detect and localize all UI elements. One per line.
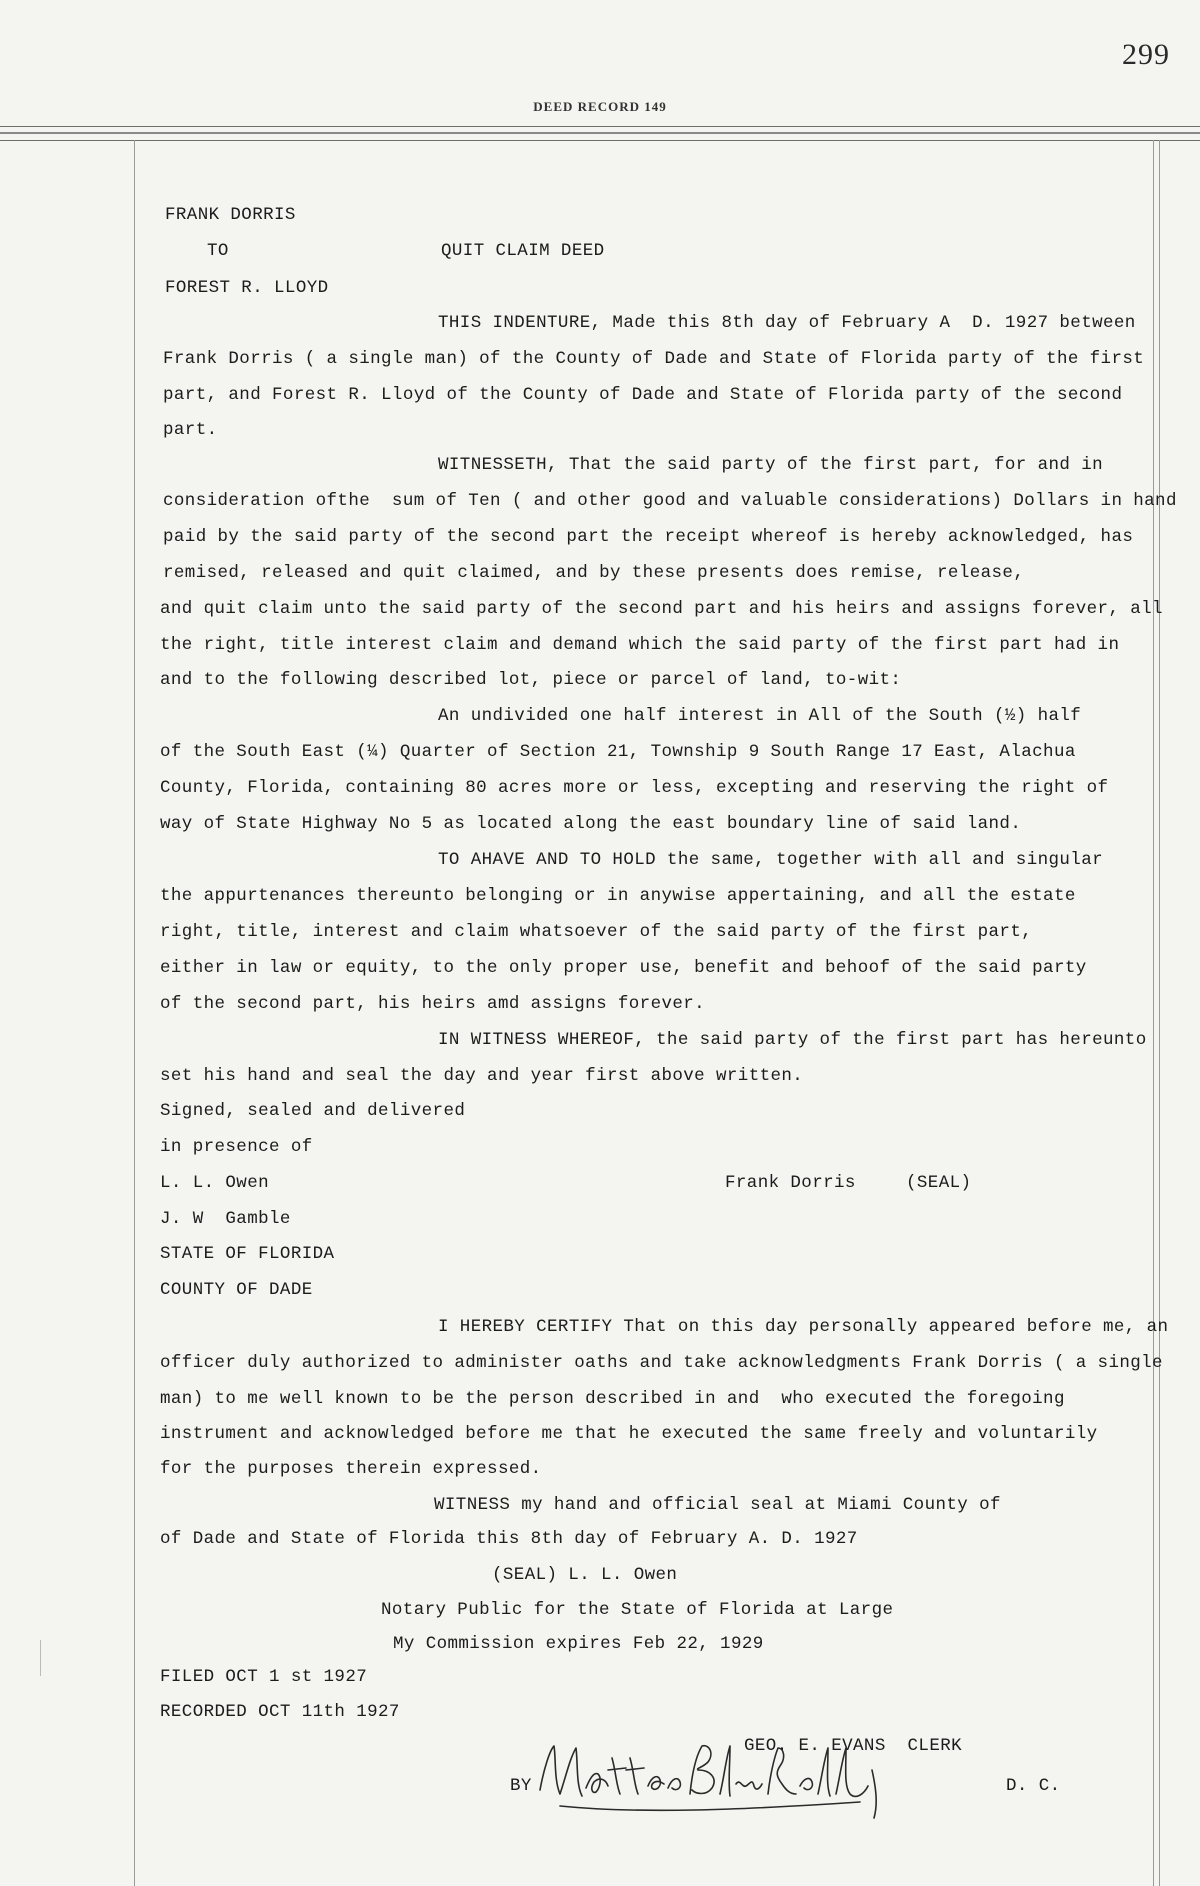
grantor-name: FRANK DORRIS (165, 205, 296, 225)
body-line: part, and Forest R. Lloyd of the County of Dade and State of Florida party of the second (163, 385, 1123, 405)
ledger-title: DEED RECORD 149 (533, 99, 667, 114)
right-margin-rule (1159, 140, 1160, 1886)
body-line: the right, title interest claim and demand which the said party of the first part had in (160, 635, 1120, 655)
body-line: IN WITNESS WHEREOF, the said party of the first part has hereunto (438, 1030, 1147, 1050)
body-line: right, title, interest and claim whatsoever of the said party of the first part, (160, 922, 1033, 942)
deed-type: QUIT CLAIM DEED (441, 241, 605, 261)
body-line: officer duly authorized to administer oaths and take acknowledgments Frank Dorris ( a single (160, 1353, 1163, 1373)
left-margin-rule (134, 140, 135, 1886)
margin-mark (40, 1640, 41, 1676)
signed-sealed-line: Signed, sealed and delivered (160, 1101, 466, 1121)
body-line: either in law or equity, to the only proper use, benefit and behoof of the said party (160, 958, 1087, 978)
body-line: of Dade and State of Florida this 8th day of February A. D. 1927 (160, 1529, 858, 1549)
filed-date: FILED OCT 1 st 1927 (160, 1667, 368, 1687)
body-line: instrument and acknowledged before me that he executed the same freely and voluntarily (160, 1424, 1098, 1444)
handwritten-signature (530, 1728, 910, 1828)
body-line: TO AHAVE AND TO HOLD the same, together with all and singular (438, 850, 1104, 870)
notary-seal: (SEAL) L. L. Owen (492, 1565, 678, 1585)
deputy-clerk-label: D. C. (1006, 1776, 1061, 1796)
venue-state: STATE OF FLORIDA (160, 1244, 335, 1264)
header-rule (0, 140, 1200, 141)
header-rule (0, 132, 1200, 134)
body-line: set his hand and seal the day and year first above written. (160, 1066, 804, 1086)
notary-title: Notary Public for the State of Florida at Large (381, 1600, 894, 1620)
recorded-date: RECORDED OCT 11th 1927 (160, 1702, 400, 1722)
grantee-name: FOREST R. LLOYD (165, 278, 329, 298)
body-line: the appurtenances thereunto belonging or in anywise appertaining, and all the estate (160, 886, 1076, 906)
presence-line: in presence of (160, 1137, 313, 1157)
to-label: TO (207, 241, 229, 261)
body-line: paid by the said party of the second part the receipt whereof is hereby acknowledged, has (163, 527, 1134, 547)
body-line: Frank Dorris ( a single man) of the County of Dade and State of Florida party of the first (163, 349, 1145, 369)
right-margin-rule (1153, 140, 1154, 1886)
seal-mark: (SEAL) (906, 1173, 972, 1193)
body-line: of the South East (¼) Quarter of Section 21, Township 9 South Range 17 East, Alachua (160, 742, 1076, 762)
page-number: 299 (1122, 38, 1170, 71)
body-line: I HEREBY CERTIFY That on this day personally appeared before me, an (438, 1317, 1169, 1337)
body-line: and to the following described lot, piece or parcel of land, to-wit: (160, 670, 902, 690)
clerk-name: GEO. E. EVANS CLERK (744, 1736, 963, 1756)
body-line: consideration ofthe sum of Ten ( and other good and valuable considerations) Dollars in hand (163, 491, 1177, 511)
body-line: WITNESSETH, That the said party of the first part, for and in (438, 455, 1104, 475)
body-line: remised, released and quit claimed, and by these presents does remise, release, (163, 563, 1025, 583)
signer-name: Frank Dorris (725, 1173, 856, 1193)
venue-county: COUNTY OF DADE (160, 1280, 313, 1300)
body-line: part. (163, 420, 218, 440)
by-label: BY (510, 1776, 532, 1796)
body-line: of the second part, his heirs amd assigns forever. (160, 994, 706, 1014)
body-line: WITNESS my hand and official seal at Miami County of (434, 1495, 1001, 1515)
body-line: for the purposes therein expressed. (160, 1459, 542, 1479)
body-line: way of State Highway No 5 as located along the east boundary line of said land. (160, 814, 1022, 834)
header-rule (0, 126, 1200, 127)
body-line: County, Florida, containing 80 acres more or less, excepting and reserving the right of (160, 778, 1109, 798)
witness-name: L. L. Owen (160, 1173, 270, 1193)
body-line: An undivided one half interest in All of the South (½) half (438, 706, 1082, 726)
body-line: and quit claim unto the said party of the second part and his heirs and assigns forever, all (160, 599, 1163, 619)
body-line: man) to me well known to be the person described in and who executed the foregoing (160, 1389, 1065, 1409)
body-line: THIS INDENTURE, Made this 8th day of February A D. 1927 between (438, 313, 1136, 333)
witness-name: J. W Gamble (160, 1209, 291, 1229)
commission-expiry: My Commission expires Feb 22, 1929 (393, 1634, 764, 1654)
